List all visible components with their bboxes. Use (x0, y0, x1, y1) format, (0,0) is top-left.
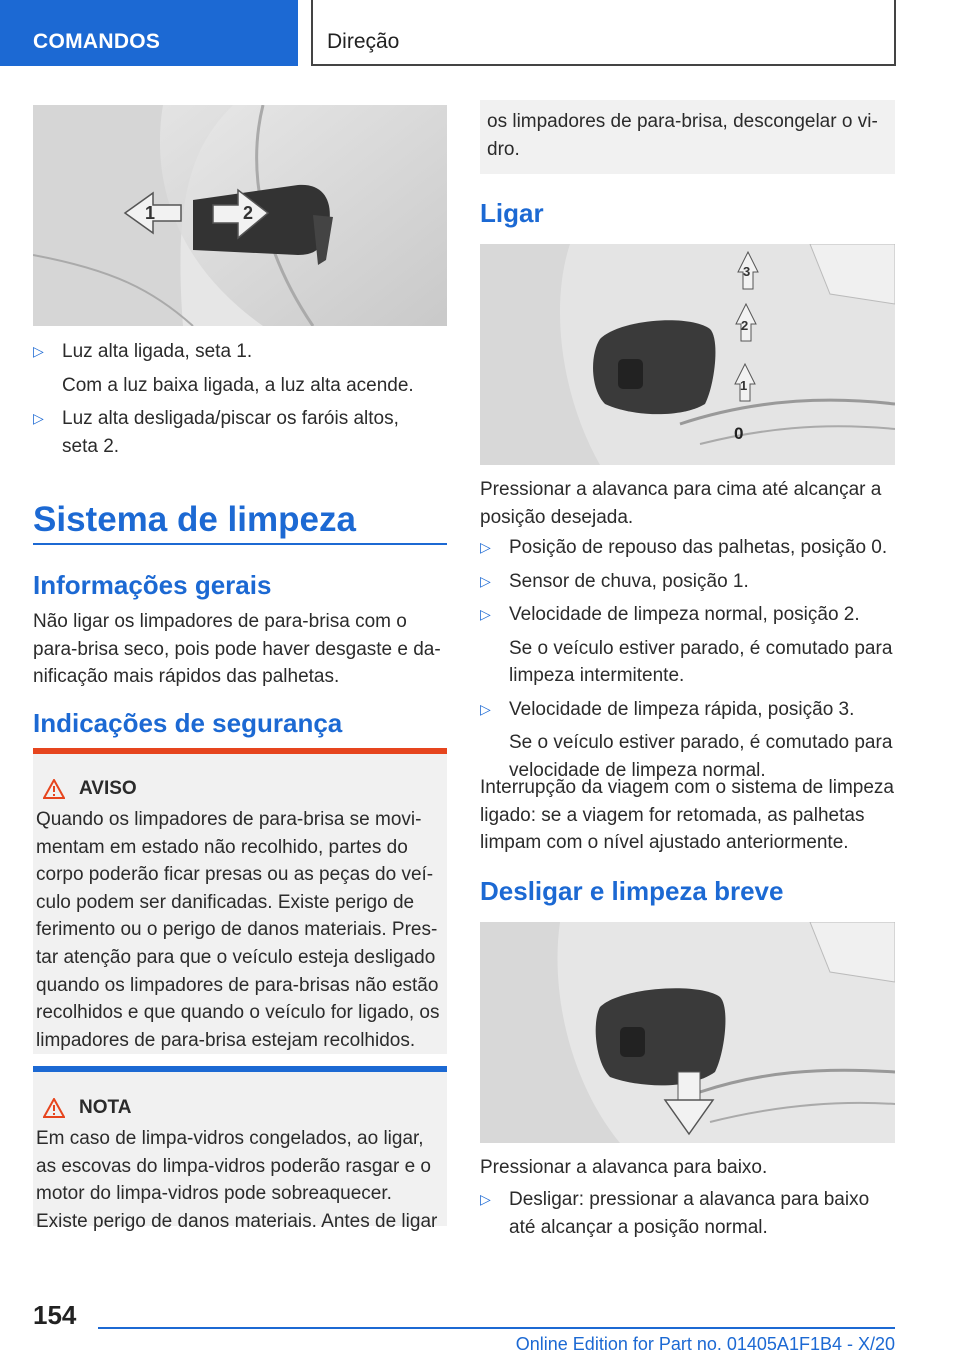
wiper-on-figure (480, 244, 895, 465)
info-text: Não ligar os limpadores de para-brisa com o para-brisa seco, pois pode haver desgaste e danificação mais rápidos das palhetas. (33, 611, 441, 687)
bullet-triangle-icon: ▷ (480, 572, 491, 589)
section-title: Sistema de limpeza (33, 500, 356, 539)
ligar-bullets (480, 534, 895, 784)
fig1-label-2: 2 (243, 203, 254, 223)
interrupt-text: Interrupção da viagem com o sistema de limpeza ligado: se a viagem for retomada, as palhetas limpam com o nível ajustado anteriormente. (480, 777, 894, 853)
warning-title: AVISO (43, 778, 447, 800)
bullet-triangle-icon: ▷ (480, 700, 491, 717)
page-number: 154 (33, 1300, 77, 1330)
footer-edition: Online Edition for Part no. 01405A1F1B4 - X/20 (515, 1334, 895, 1354)
off-intro: Pressionar a alavanca para baixo. (480, 1157, 768, 1178)
list-item: ▷ Sensor de chuva, posição 1. (480, 568, 895, 596)
list-item: ▷ Luz alta ligada, seta 1. (33, 338, 447, 366)
safety-heading: Indicações de segurança (33, 708, 343, 738)
off-bullets (480, 1186, 895, 1241)
note-box (33, 1066, 447, 1232)
fig2-label-1: 1 (740, 378, 748, 393)
note-text: Em caso de limpa-vidros congelados, ao ligar, as escovas do limpa-vidros poderão rasgar e o motor do limpa-vidros pode sobreaquecer. Existe perigo de danos materiais. Antes de ligar (36, 1128, 438, 1232)
footer-divider (98, 1327, 895, 1329)
fig2-label-3: 3 (743, 264, 751, 279)
chapter-tab: Direção (311, 0, 896, 66)
info-heading: Informações gerais (33, 570, 272, 600)
list-item-detail: Se o veículo estiver parado, é comutado para limpeza intermitente. (509, 637, 893, 686)
fig1-label-1: 1 (145, 203, 156, 223)
warning-box (33, 748, 447, 1054)
note-title: NOTA (43, 1097, 447, 1119)
note-continued-box (480, 100, 895, 174)
warning-triangle-icon (43, 779, 65, 799)
list-item-detail: Com a luz baixa ligada, a luz alta acende. (62, 374, 414, 396)
bullet-triangle-icon: ▷ (33, 410, 44, 426)
off-heading: Desligar e limpeza breve (480, 876, 784, 906)
list-item: ▷ Desligar: pressionar a alavanca para baixo até alcançar a posição normal. (480, 1186, 895, 1241)
fig2-label-0: 0 (734, 424, 744, 443)
bullet-triangle-icon: ▷ (480, 1191, 491, 1207)
bullet-triangle-icon: ▷ (480, 539, 491, 555)
list-item-detail: Se o veículo estiver parado, é comutado para velocidade de limpeza normal. (509, 732, 893, 781)
bullet-triangle-icon: ▷ (33, 343, 44, 359)
headlight-bullets (33, 338, 447, 460)
warning-text: Quando os limpadores de para-brisa se movimentam em estado não recolhido, partes do corpo poderão ficar presas ou as peças do veículo podem ser danificadas. Existe perigo de ferimento ou o perigo de danos materiais. Prestar atenção para que o veículo esteja desligado quando os limpadores de para-brisas não estão recolhidos e que quando o veículo for ligado, os limpadores de para-brisa estejam recolhidos. (36, 809, 440, 1051)
section-divider (33, 543, 447, 545)
fig2-label-2: 2 (741, 318, 749, 333)
list-item: ▷ Velocidade de limpeza rápida, posição 3. (480, 696, 895, 724)
wiper-off-figure (480, 922, 895, 1143)
list-item: ▷ Velocidade de limpeza normal, posição 2. (480, 601, 895, 629)
note-continued-text: os limpadores de para-brisa, descongelar o vidro. (487, 111, 878, 160)
ligar-intro: Pressionar a alavanca para cima até alcançar a posição desejada. (480, 479, 882, 528)
list-item: ▷ Posição de repouso das palhetas, posição 0. (480, 534, 895, 562)
headlight-lever-figure (33, 105, 447, 326)
list-item: ▷ Luz alta desligada/piscar os faróis altos, seta 2. (33, 405, 447, 460)
section-tab: COMANDOS (0, 0, 298, 66)
bullet-triangle-icon: ▷ (480, 606, 491, 622)
caution-triangle-icon (43, 1098, 65, 1118)
ligar-heading: Ligar (480, 198, 544, 228)
